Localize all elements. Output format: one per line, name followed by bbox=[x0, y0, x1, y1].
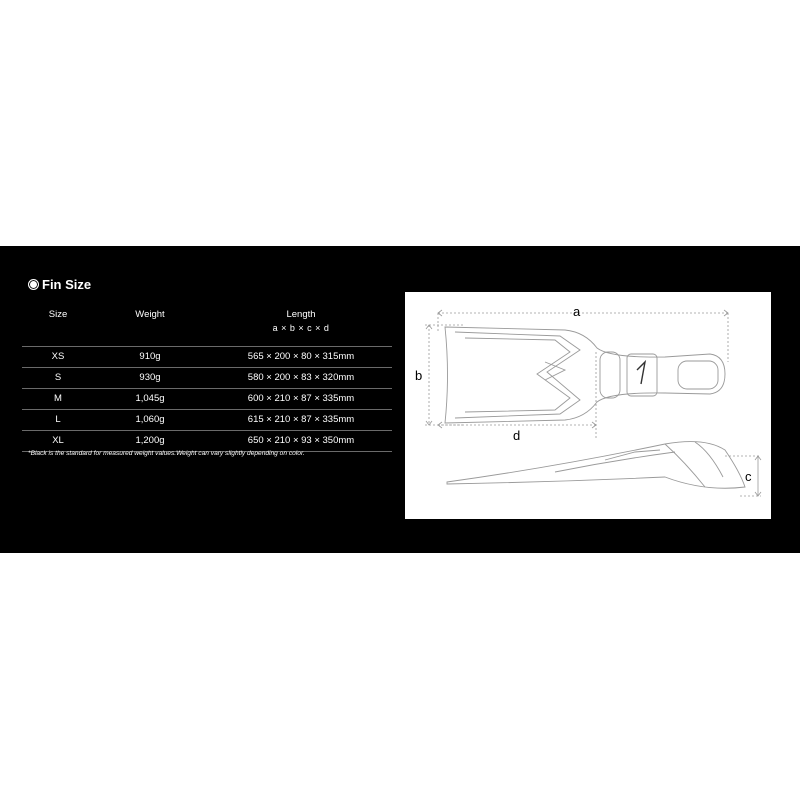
table-row bbox=[22, 367, 392, 388]
table-header bbox=[22, 304, 392, 346]
fin-top-view bbox=[445, 327, 725, 423]
fin-side-view bbox=[447, 442, 745, 489]
label-a: a bbox=[573, 304, 581, 319]
cell-length: 580 × 200 × 83 × 320mm bbox=[247, 372, 355, 383]
header-weight: Weight bbox=[135, 309, 165, 320]
cell-length: 600 × 210 × 87 × 335mm bbox=[247, 393, 355, 404]
header-length-sub: a × b × c × d bbox=[272, 323, 330, 333]
label-b: b bbox=[415, 368, 423, 383]
cell-weight: 930g bbox=[139, 372, 161, 383]
cell-size: XL bbox=[52, 435, 64, 446]
cell-weight: 910g bbox=[139, 351, 161, 362]
table-row bbox=[22, 430, 392, 452]
cell-length: 650 × 210 × 93 × 350mm bbox=[247, 435, 355, 446]
weight-note: *Black is the standard for measured weight values.Weight can vary slightly depending on color. bbox=[28, 450, 305, 457]
label-d: d bbox=[513, 428, 521, 443]
label-c: c bbox=[745, 469, 752, 484]
cell-weight: 1,200g bbox=[135, 435, 165, 446]
size-table bbox=[22, 304, 392, 452]
cell-length: 615 × 210 × 87 × 335mm bbox=[247, 414, 355, 425]
cell-size: L bbox=[55, 414, 61, 425]
cell-weight: 1,060g bbox=[135, 414, 165, 425]
cell-size: M bbox=[54, 393, 62, 404]
header-size: Size bbox=[48, 309, 68, 320]
fin-diagram bbox=[405, 292, 771, 519]
cell-length: 565 × 200 × 80 × 315mm bbox=[247, 351, 355, 362]
section-title-text: Fin Size bbox=[42, 277, 92, 292]
cell-weight: 1,045g bbox=[135, 393, 165, 404]
header-length: Length bbox=[286, 309, 316, 320]
table-row bbox=[22, 409, 392, 430]
cell-size: S bbox=[54, 372, 62, 383]
section-title bbox=[28, 277, 91, 292]
cell-size: XS bbox=[51, 351, 65, 362]
fin-drawing bbox=[405, 292, 771, 519]
table-row bbox=[22, 388, 392, 409]
table-row bbox=[22, 346, 392, 367]
bullet-circle-icon bbox=[28, 279, 39, 290]
